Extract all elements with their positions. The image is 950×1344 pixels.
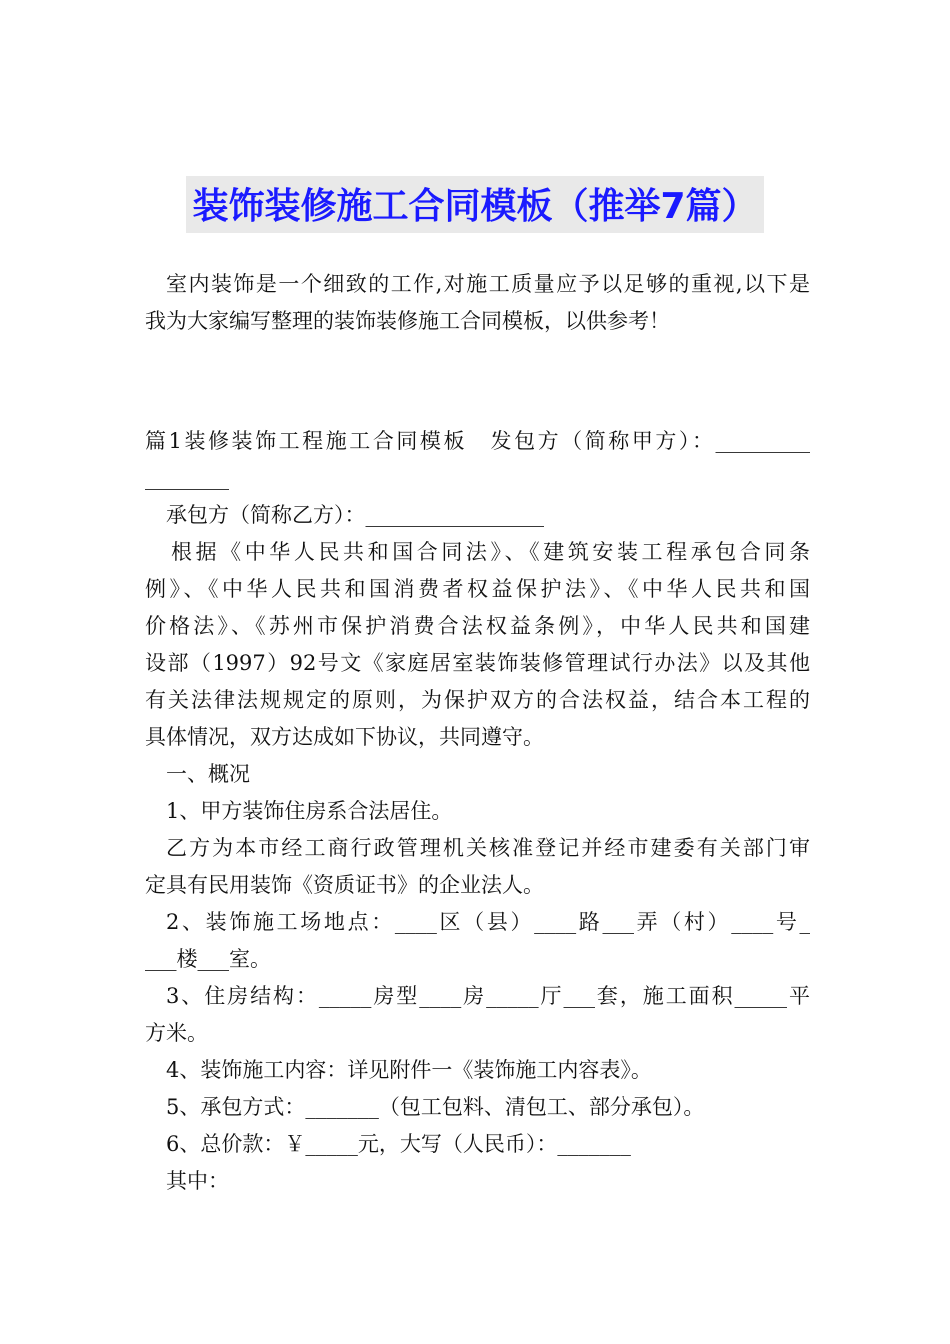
intro-line-1: 室内装饰是一个细致的工作,对施工质量应予以足够的重视,以下是 <box>166 272 810 296</box>
section-1-heading: 篇1装修装饰工程施工合同模板 发包方（简称甲方）：_________ <box>145 429 810 453</box>
title-container <box>0 176 950 233</box>
item-2-line-1: 2、装饰施工场地点：____区（县）____路___弄（村）____号_ <box>166 910 810 934</box>
item-1-b-line-2: 定具有民用装饰《资质证书》的企业法人。 <box>145 873 544 897</box>
basis-line-2: 例》、《中华人民共和国消费者权益保护法》、《中华人民共和国 <box>145 577 810 601</box>
item-1: 1、甲方装饰住房系合法居住。 <box>166 799 453 823</box>
basis-line-1: 根据《中华人民共和国合同法》、《建筑安装工程承包合同条 <box>171 540 810 564</box>
basis-line-5: 有关法律法规规定的原则，为保护双方的合法权益，结合本工程的 <box>145 688 810 712</box>
basis-line-3: 价格法》、《苏州市保护消费合法权益条例》，中华人民共和国建 <box>145 614 810 638</box>
spacer <box>145 377 810 423</box>
item-4: 4、装饰施工内容：详见附件一《装饰施工内容表》。 <box>166 1058 652 1082</box>
item-3-line-2: 方米。 <box>145 1021 208 1045</box>
item-6-sub: 其中： <box>166 1169 229 1193</box>
basis-line-6: 具体情况，双方达成如下协议，共同遵守。 <box>145 725 544 749</box>
item-5: 5、承包方式：_______（包工包料、清包工、部分承包）。 <box>166 1095 705 1119</box>
spacer <box>145 340 810 377</box>
overview-heading: 一、概况 <box>166 762 250 786</box>
blank-line: ________ <box>145 466 229 490</box>
document-title: 装饰装修施工合同模板（推举7篇） <box>186 176 763 233</box>
intro-line-2: 我为大家编写整理的装饰装修施工合同模板，以供参考！ <box>145 309 670 333</box>
contractor-line: 承包方（简称乙方）：_________________ <box>166 503 544 527</box>
item-2-line-2: ___楼___室。 <box>145 947 271 971</box>
document-body <box>145 266 810 1200</box>
item-3-line-1: 3、住房结构：_____房型____房_____厅___套，施工面积_____平 <box>166 984 810 1008</box>
item-6: 6、总价款：￥_____元，大写（人民币）：_______ <box>166 1132 631 1156</box>
item-1-b-line-1: 乙方为本市经工商行政管理机关核准登记并经市建委有关部门审 <box>166 836 810 860</box>
basis-line-4: 设部（1997）92号文《家庭居室装饰装修管理试行办法》以及其他 <box>145 651 810 675</box>
